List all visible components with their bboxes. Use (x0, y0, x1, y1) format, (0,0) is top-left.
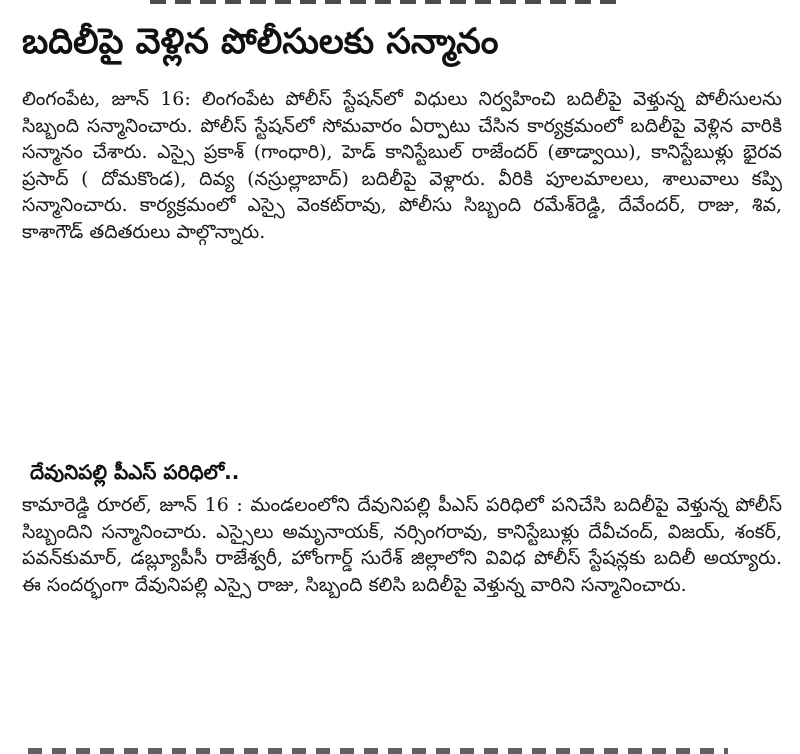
article-headline: బదిలీపై వెళ్లిన పోలీసులకు సన్మానం (22, 22, 499, 62)
article-paragraph-devunipalli: కామారెడ్డి రూరల్, జూన్ 16 : మండలంలోని దేవునిపల్లి పీఎస్ పరిధిలో పనిచేసి బదిలీపై వెళ్తున్న పోలీస్ సిబ్బందిని సన్మానించారు. ఎస్సైలు అమృనాయక్, నర్సింగరావు, కానిస్టేబుళ్లు దేవీచంద్, విజయ్, శంకర్, పవన్‌కుమార్, డబ్ల్యూపీసీ రాజేశ్వరీ, హోంగార్డ్ సురేశ్ జిల్లాలోని వివిధ పోలీస్ స్టేషన్లకు బదిలీ అయ్యారు. ఈ సందర్భంగా దేవునిపల్లి ఎస్సై రాజు, సిబ్బంది కలిసి బదిలీపై వెళ్తున్న వారిని సన్మానించారు. (22, 494, 782, 596)
clipped-text-top-edge (150, 0, 620, 4)
article-subheading: దేవునిపల్లి పీఎస్ పరిధిలో.. (30, 460, 240, 484)
article-paragraph-lingampet: లింగంపేట, జూన్ 16: లింగంపేట పోలీస్ స్టేషన్‌లో విధులు నిర్వహించి బదిలీపై వెళ్తున్న పోలీసులను సిబ్బంది సన్మానించారు. పోలీస్ స్టేషన్‌లో సోమవారం ఏర్పాటు చేసిన కార్యక్రమంలో బదిలీపై వెళ్లిన వారికి సన్మానం చేశారు. ఎస్సై ప్రకాశ్ (గాంధారి), హెడ్ కానిస్టేబుల్ రాజేందర్ (తాడ్వాయి), కానిస్టేబుళ్లు భైరవ ప్రసాద్ ( దోమకొండ), దివ్య (నస్రుల్లాబాద్) బదిలీపై వెళ్లారు. వీరికి పూలమాలలు, శాలువాలు కప్పి సన్మానించారు. కార్యక్రమంలో ఎస్సై వెంకట్‌రావు, పోలీసు సిబ్బంది రమేశ్‌రెడ్డి, దేవేందర్, రాజు, శివ, కాశాగౌడ్ తదితరులు పాల్గొన్నారు. (22, 88, 782, 243)
clipped-text-bottom-edge (28, 748, 728, 754)
